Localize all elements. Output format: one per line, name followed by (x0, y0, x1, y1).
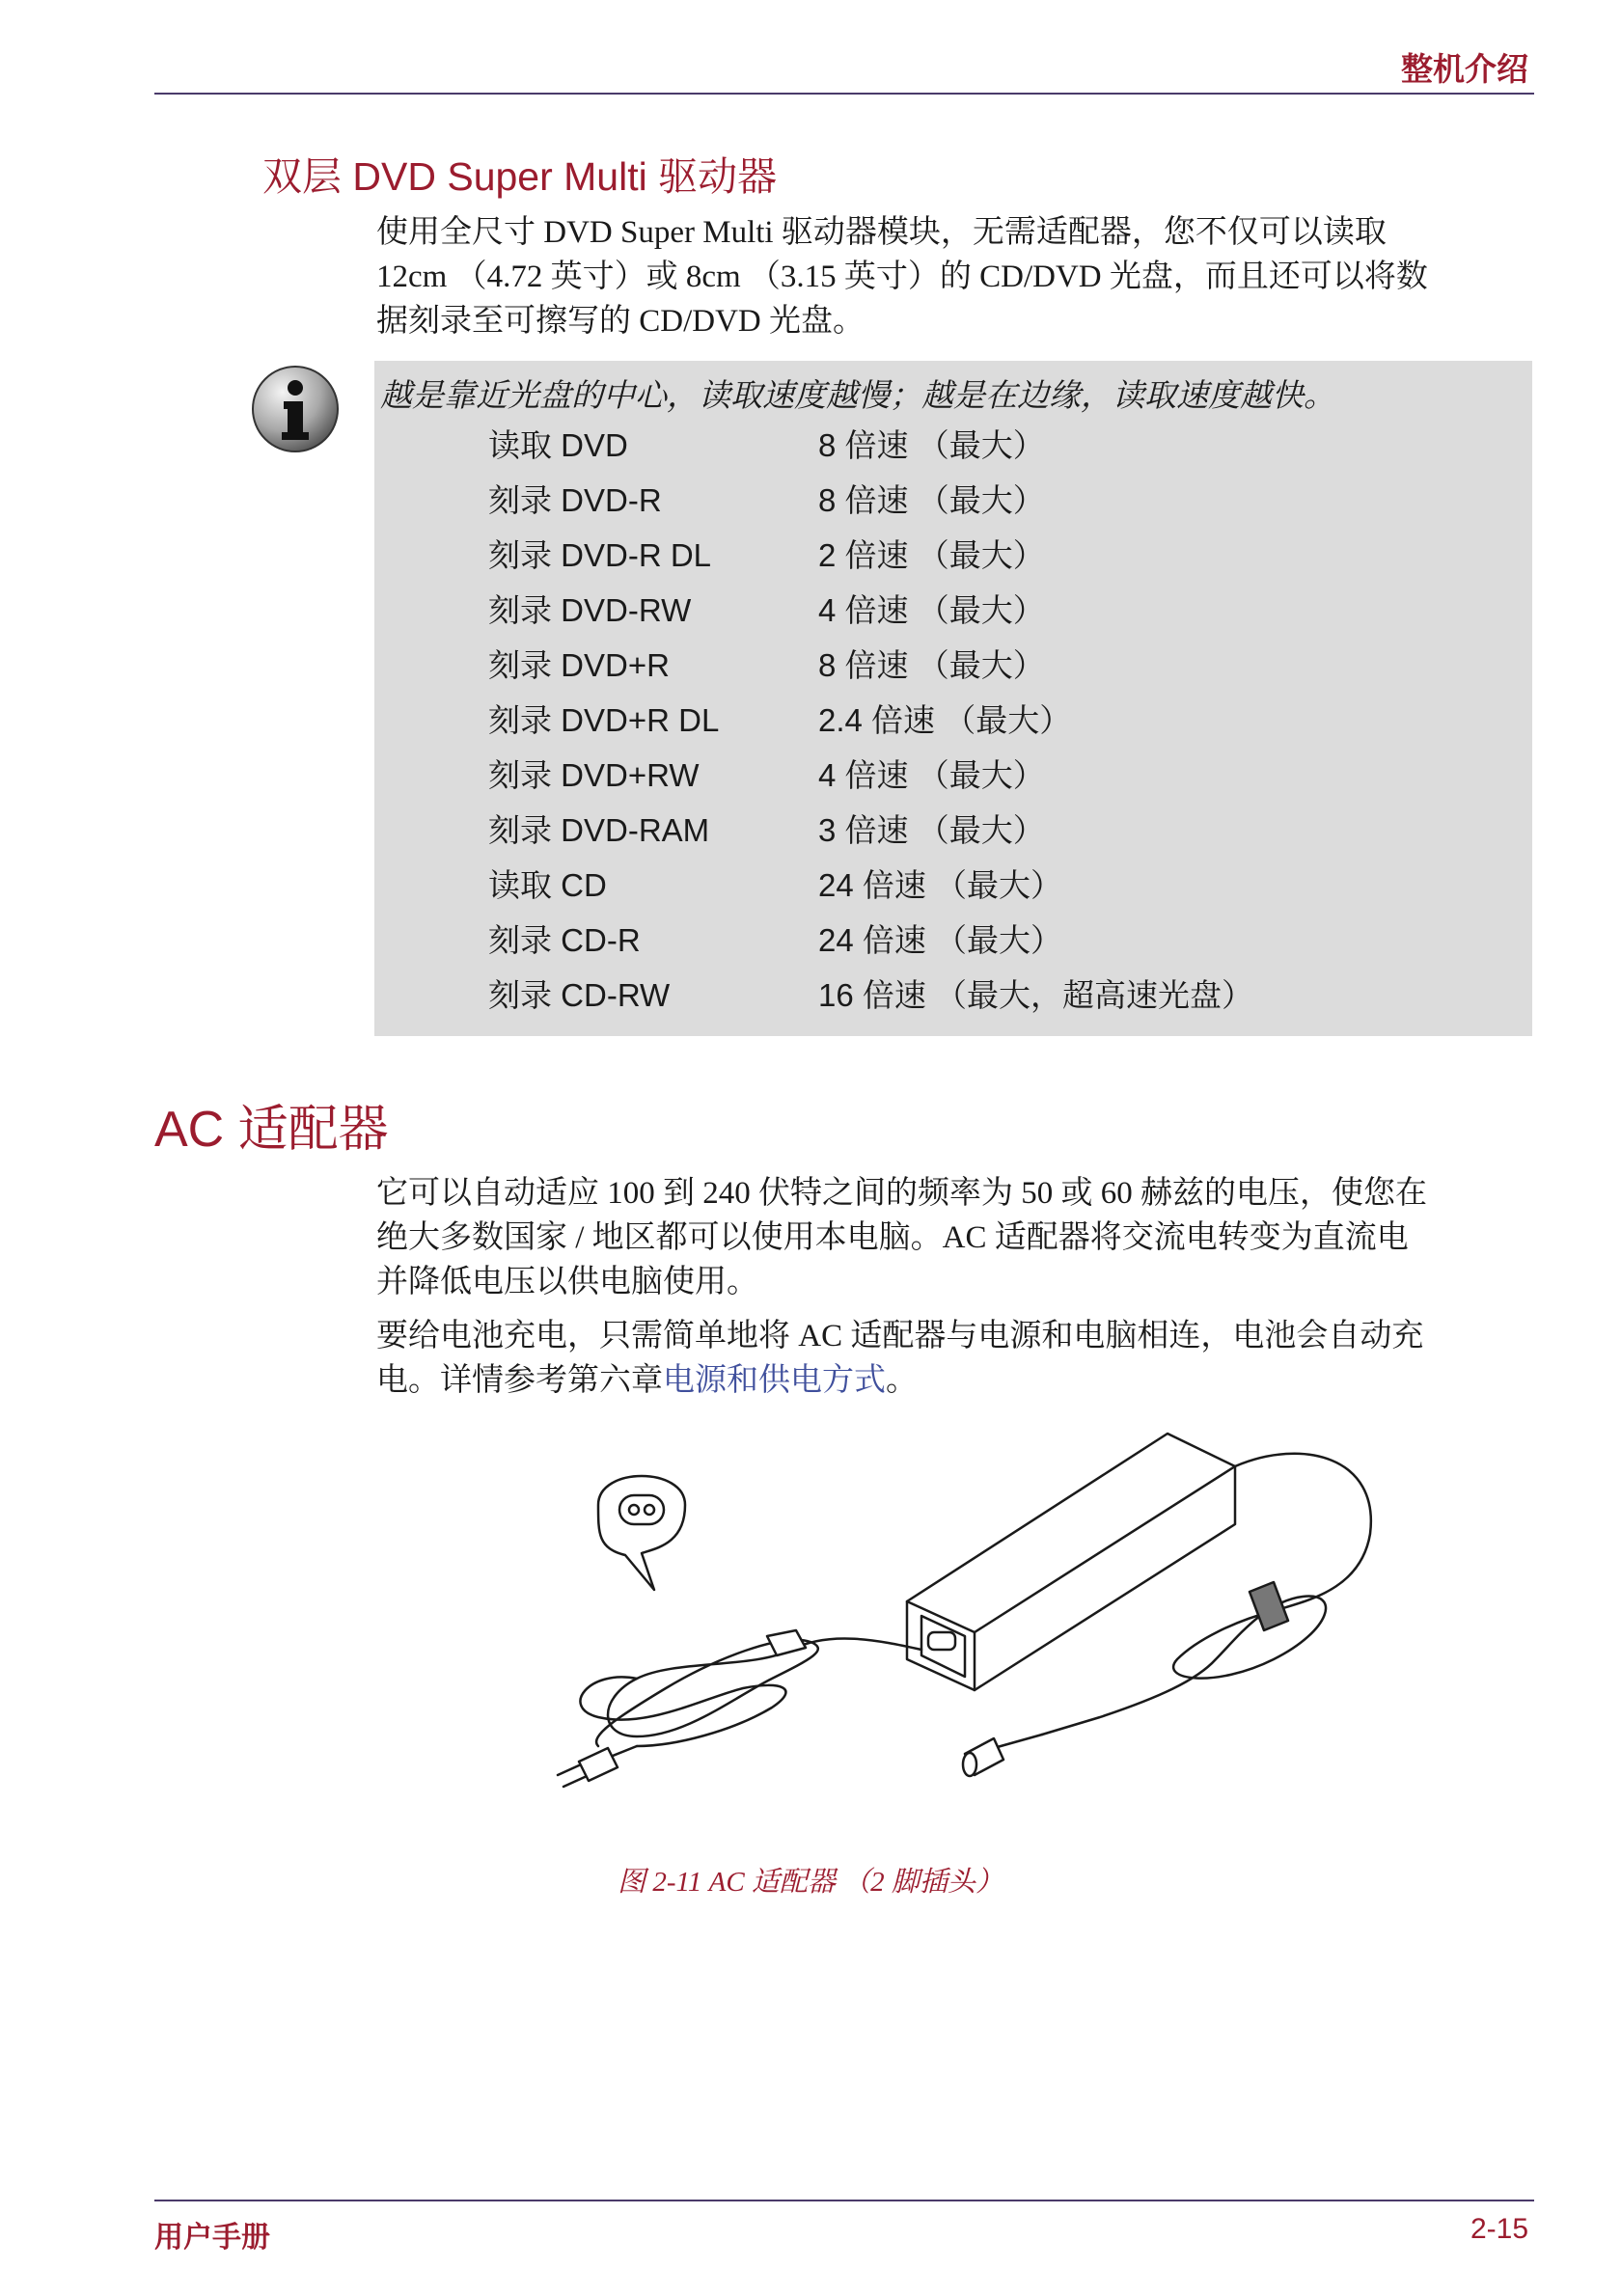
speed-row-speed: 3 倍速 （最大） (818, 812, 1045, 848)
speed-row-speed: 4 倍速 （最大） (818, 757, 1045, 793)
speed-row-speed: 24 倍速 （最大） (818, 867, 1063, 903)
speed-row-speed: 16 倍速 （最大，超高速光盘） (818, 977, 1254, 1013)
ac-para2-line-1: 要给电池充电，只需简单地将 AC 适配器与电源和电脑相连，电池会自动充 (376, 1319, 1424, 1353)
speed-row-speed: 4 倍速 （最大） (818, 592, 1045, 628)
speed-row (0, 476, 1621, 518)
speed-row-op: 读取 CD (488, 867, 607, 903)
dvd-intro-line-1: 使用全尺寸 DVD Super Multi 驱动器模块，无需适配器，您不仅可以读取 (376, 215, 1387, 250)
power-chapter-link[interactable]: 电源和供电方式 (663, 1363, 886, 1398)
ac-para1-line-2: 绝大多数国家 / 地区都可以使用本电脑。AC 适配器将交流电转变为直流电 (376, 1220, 1409, 1255)
ac-para1-line-1: 它可以自动适应 100 到 240 伏特之间的频率为 50 或 60 赫兹的电压，使您在 (376, 1176, 1427, 1211)
speed-row-speed: 2.4 倍速 （最大） (818, 702, 1072, 738)
speed-row-op: 刻录 DVD-R DL (488, 537, 712, 573)
dvd-intro-paragraph (376, 210, 1534, 343)
speed-row-speed: 8 倍速 （最大） (818, 427, 1045, 463)
header-rule (154, 93, 1534, 95)
speed-row-speed: 2 倍速 （最大） (818, 537, 1045, 573)
ac-paragraph-2 (376, 1314, 1534, 1403)
footer-rule (154, 2200, 1534, 2201)
page-header-title: 整机介绍 (1401, 51, 1528, 87)
speed-row-op: 刻录 CD-RW (488, 977, 671, 1013)
ac-para2-line-2-prefix: 电。详情参考第六章 (376, 1363, 663, 1398)
speed-row (0, 970, 1621, 1013)
speed-row-op: 刻录 CD-R (488, 922, 641, 958)
speed-row-speed: 8 倍速 （最大） (818, 482, 1045, 518)
speed-row (0, 751, 1621, 793)
footer-manual-title: 用户手册 (154, 2222, 270, 2254)
figure-caption: 图 2-11 AC 适配器 （2 脚插头） (618, 1867, 1003, 1898)
ac-para1-line-3: 并降低电压以供电脑使用。 (376, 1265, 758, 1299)
speed-row (0, 806, 1621, 848)
speed-row-op: 刻录 DVD-R (488, 482, 662, 518)
speed-row-op: 刻录 DVD+R (488, 647, 670, 683)
dvd-intro-line-3: 据刻录至可擦写的 CD/DVD 光盘。 (376, 304, 865, 339)
speed-row (0, 586, 1621, 628)
dvd-section-heading: 双层 DVD Super Multi 驱动器 (262, 154, 778, 199)
ac-paragraph-1 (376, 1171, 1534, 1304)
speed-row (0, 641, 1621, 683)
speed-row-op: 刻录 DVD+RW (488, 757, 700, 793)
page-number: 2-15 (1470, 2213, 1528, 2245)
speed-row (0, 531, 1621, 573)
ac-adapter-illustration (540, 1428, 1409, 1891)
speed-row-op: 刻录 DVD-RAM (488, 812, 710, 848)
speed-row-speed: 8 倍速 （最大） (818, 647, 1045, 683)
speed-row (0, 696, 1621, 738)
ac-para2-line-2 (376, 1358, 1534, 1403)
note-lead-text: 越是靠近光盘的中心，读取速度越慢；越是在边缘，读取速度越快。 (380, 379, 1335, 414)
speed-row (0, 861, 1621, 903)
dvd-intro-line-2: 12cm （4.72 英寸）或 8cm （3.15 英寸）的 CD/DVD 光盘，而且还可以将数 (376, 260, 1428, 294)
speed-row-speed: 24 倍速 （最大） (818, 922, 1063, 958)
ac-para2-line-2-suffix: 。 (886, 1363, 918, 1398)
speed-row-op: 读取 DVD (488, 427, 628, 463)
ac-section-heading: AC 适配器 (154, 1102, 389, 1158)
speed-row-op: 刻录 DVD-RW (488, 592, 692, 628)
speed-row-op: 刻录 DVD+R DL (488, 702, 720, 738)
speed-row (0, 421, 1621, 463)
speed-row (0, 916, 1621, 958)
